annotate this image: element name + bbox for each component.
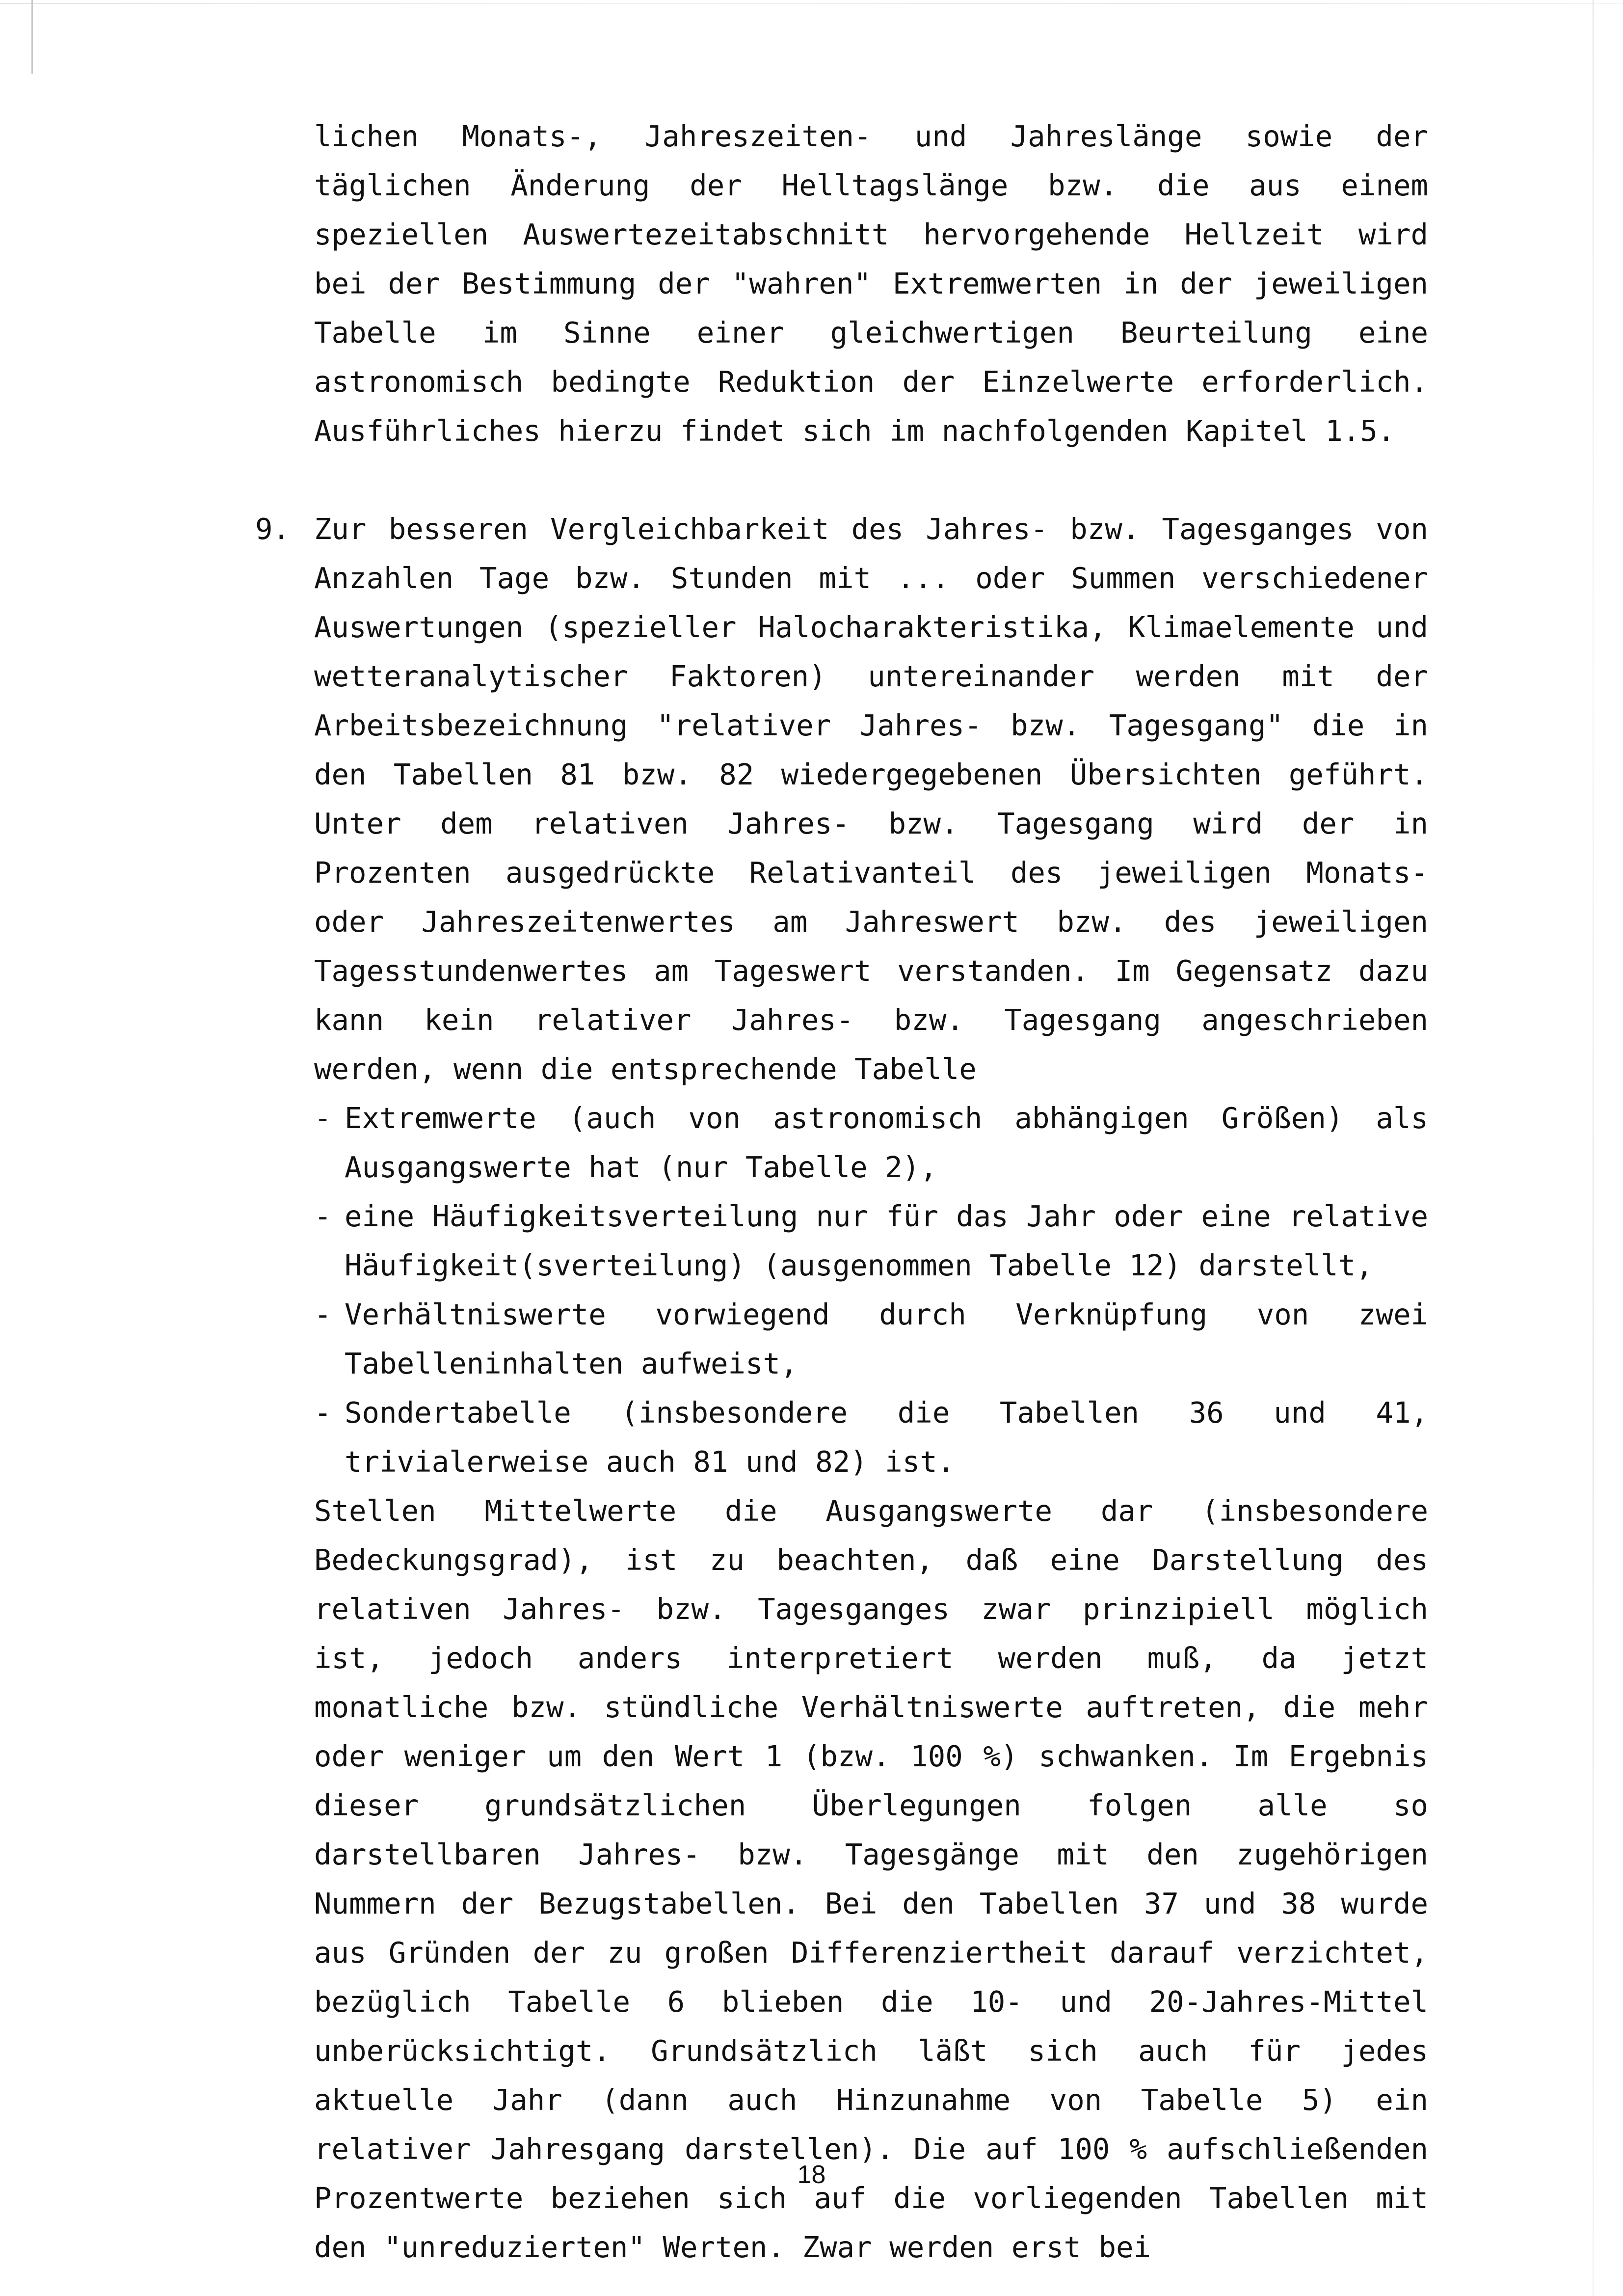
scan-edge-top — [0, 3, 1623, 4]
numbered-item-9 — [255, 505, 1428, 2272]
dash-marker: - — [314, 1396, 332, 1430]
list-item-text: Extremwerte (auch von astronomisch abhängigen Größen) als Ausgangswerte hat (nur Tabelle 2), — [345, 1101, 1428, 1184]
list-item — [314, 1192, 1428, 1290]
item-9-text: Zur besseren Vergleichbarkeit des Jahres- bzw. Tagesganges von Anzahlen Tage bzw. Stunden mit ... oder Summen verschiedener Auswertungen (spezieller Halocharakteristika, Klimaelemente und wetteranalytischer Faktoren) untereinander werden mit der Arbeitsbezeichnung "relativer Jahres- bzw. Tagesgang" die in den Tabellen 81 bzw. 82 wiedergegebenen Übersichten geführt. Unter dem relativen Jahres- bzw. Tagesgang wird der in Prozenten ausgedrückte Relativanteil des jeweiligen Monats- oder Jahreszeitenwertes am Jahreswert bzw. des jeweiligen Tagesstundenwertes am Tageswert verstanden. Im Gegensatz dazu kann kein relativer Jahres- bzw. Tagesgang angeschrieben werden, wenn die entsprechende Tabelle — [314, 512, 1428, 1086]
item-number: 9. — [255, 512, 291, 546]
list-item — [314, 1388, 1428, 1486]
dash-marker: - — [314, 1297, 332, 1331]
page-number: 18 — [797, 2161, 826, 2189]
dash-marker: - — [314, 1199, 332, 1233]
intro-paragraph: lichen Monats-, Jahreszeiten- und Jahreslänge sowie der täglichen Änderung der Helltagslänge bzw. die aus einem speziellen Auswertezeitabschnitt hervorgehende Hellzeit wird bei der Bestimmung der "wahren" Extremwerten in der jeweiligen Tabelle im Sinne einer gleichwertigen Beurteilung eine astronomisch bedingte Reduktion der Einzelwerte erforderlich. Ausführliches hierzu findet sich im nachfolgenden Kapitel 1.5. — [314, 119, 1428, 448]
scan-edge-right — [1593, 0, 1594, 2296]
dash-marker: - — [314, 1101, 332, 1135]
list-item-text: Verhältniswerte vorwiegend durch Verknüpfung von zwei Tabelleninhalten aufweist, — [345, 1297, 1428, 1380]
page-body — [255, 112, 1428, 2272]
item-9-closing: Stellen Mittelwerte die Ausgangswerte dar (insbesondere Bedeckungsgrad), ist zu beachten, daß eine Darstellung des relativen Jahres- bzw. Tagesganges zwar prinzipiell möglich ist, jedoch anders interpretiert werden muß, da jetzt monatliche bzw. stündliche Verhältniswerte auftreten, die mehr oder weniger um den Wert 1 (bzw. 100 %) schwanken. Im Ergebnis dieser grundsätzlichen Überlegungen folgen alle so darstellbaren Jahres- bzw. Tagesgänge mit den zugehörigen Nummern der Bezugstabellen. Bei den Tabellen 37 und 38 wurde aus Gründen der zu großen Differenziertheit darauf verzichtet, bezüglich Tabelle 6 blieben die 10- und 20-Jahres-Mittel unberücksichtigt. Grundsätzlich läßt sich auch für jedes aktuelle Jahr (dann auch Hinzunahme von Tabelle 5) ein relativer Jahresgang darstellen). Die auf 100 % aufschließenden Prozentwerte beziehen sich auf die vorliegenden Tabellen mit den "unreduzierten" Werten. Zwar werden erst bei — [314, 1494, 1428, 2264]
list-item-text: eine Häufigkeitsverteilung nur für das Jahr oder eine relative Häufigkeit(sverteilung) (ausgenommen Tabelle 12) darstellt, — [345, 1199, 1428, 1282]
exception-list — [314, 1094, 1428, 1486]
list-item-text: Sondertabelle (insbesondere die Tabellen 36 und 41, trivialerweise auch 81 und 82) ist. — [345, 1396, 1428, 1479]
scan-edge-left — [31, 0, 33, 74]
list-item — [314, 1290, 1428, 1388]
list-item — [314, 1094, 1428, 1192]
